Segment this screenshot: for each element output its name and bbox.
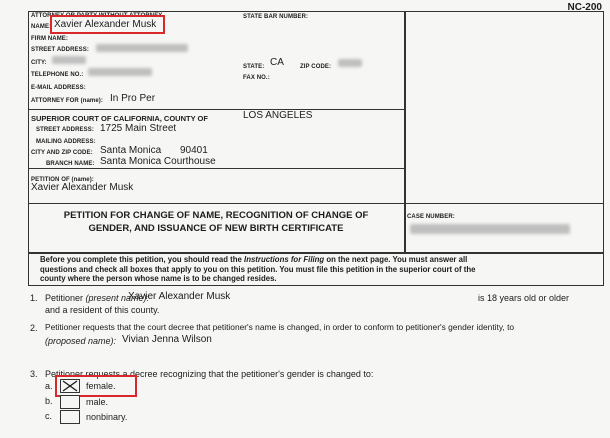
item1-number: 1. bbox=[30, 293, 38, 303]
item2-value: Vivian Jenna Wilson bbox=[122, 334, 212, 345]
court-divider bbox=[28, 109, 404, 110]
zip-label: ZIP CODE: bbox=[300, 64, 332, 70]
cityzip-label: CITY AND ZIP CODE: bbox=[31, 150, 93, 156]
instructions-line2: questions and check all boxes that apply to you on this petition. You must file this petition in the superior court of the bbox=[40, 264, 476, 274]
item2-number: 2. bbox=[30, 323, 38, 333]
petition-of-value: Xavier Alexander Musk bbox=[31, 182, 134, 193]
court-zip-value: 90401 bbox=[180, 145, 208, 156]
street-label: STREET ADDRESS: bbox=[31, 47, 89, 53]
email-label: E-MAIL ADDRESS: bbox=[31, 85, 86, 91]
item2-label: (proposed name): bbox=[45, 336, 117, 346]
item1-line1: Petitioner (present name): bbox=[45, 293, 150, 303]
case-number-label: CASE NUMBER: bbox=[407, 214, 455, 220]
court-city-value: Santa Monica bbox=[100, 145, 162, 156]
option-c-label: nonbinary. bbox=[86, 412, 128, 422]
street-redacted bbox=[96, 44, 188, 52]
female-highlight bbox=[55, 375, 137, 397]
item2-line1: Petitioner requests that the court decree that petitioner's name is changed, in order to conform to petitioner's gender identity, to bbox=[45, 322, 515, 332]
county-value: LOS ANGELES bbox=[243, 110, 313, 121]
city-redacted bbox=[52, 56, 86, 64]
name-value: Xavier Alexander Musk bbox=[54, 19, 157, 30]
state-bar-label: STATE BAR NUMBER: bbox=[243, 14, 309, 20]
attorney-heading: ATTORNEY OR PARTY WITHOUT ATTORNEY bbox=[31, 13, 163, 19]
form-title-line2: GENDER, AND ISSUANCE OF NEW BIRTH CERTIFICATE bbox=[88, 222, 344, 234]
petition-divider bbox=[28, 168, 404, 169]
petition-of-label: PETITION OF (name): bbox=[31, 177, 94, 183]
mailing-label: MAILING ADDRESS: bbox=[36, 139, 96, 145]
option-b-letter: b. bbox=[45, 396, 53, 406]
item3-number: 3. bbox=[30, 369, 38, 379]
court-street-label: STREET ADDRESS: bbox=[36, 127, 94, 133]
option-b-label: male. bbox=[86, 397, 109, 407]
item1-value: Xavier Alexander Musk bbox=[128, 291, 231, 302]
item1-age: is 18 years old or older bbox=[478, 293, 570, 303]
instructions bbox=[40, 255, 476, 284]
phone-label: TELEPHONE NO.: bbox=[31, 72, 84, 78]
item1-line2: and a resident of this county. bbox=[45, 305, 160, 315]
case-number-redacted bbox=[410, 224, 570, 234]
option-c-letter: c. bbox=[45, 411, 53, 421]
form-title bbox=[28, 210, 404, 236]
instructions-line3: county where the person whose name is to be changed resides. bbox=[40, 274, 277, 283]
item3-line1: Petitioner requests a decree recognizing that the petitioner's gender is changed to: bbox=[45, 369, 374, 379]
fax-label: FAX NO.: bbox=[243, 75, 270, 81]
form-title-line1: PETITION FOR CHANGE OF NAME, RECOGNITION OF CHANGE OF bbox=[63, 210, 369, 221]
form-number: NC-200 bbox=[567, 2, 602, 13]
branch-value: Santa Monica Courthouse bbox=[100, 156, 216, 167]
zip-redacted bbox=[338, 59, 362, 67]
option-a-label: female. bbox=[86, 381, 116, 391]
phone-redacted bbox=[88, 68, 152, 76]
city-label: CITY: bbox=[31, 60, 47, 66]
state-label: STATE: bbox=[243, 64, 265, 70]
state-value: CA bbox=[270, 57, 284, 68]
instructions-line1: Before you complete this petition, you should read the Instructions for Filing on the next page. You must answer all bbox=[40, 255, 468, 264]
court-street-value: 1725 Main Street bbox=[100, 123, 177, 134]
firm-label: FIRM NAME: bbox=[31, 36, 68, 42]
attorney-for-label: ATTORNEY FOR (name): bbox=[31, 98, 104, 104]
attorney-for-value: In Pro Per bbox=[110, 93, 156, 104]
branch-label: BRANCH NAME: bbox=[46, 161, 95, 167]
nonbinary-checkbox[interactable] bbox=[60, 410, 80, 424]
name-label: NAME: bbox=[31, 24, 52, 30]
option-a-letter: a. bbox=[45, 381, 53, 391]
male-checkbox[interactable] bbox=[60, 395, 80, 409]
name-highlight bbox=[50, 15, 165, 34]
title-divider bbox=[28, 203, 604, 204]
court-heading: SUPERIOR COURT OF CALIFORNIA, COUNTY OF bbox=[31, 114, 208, 123]
